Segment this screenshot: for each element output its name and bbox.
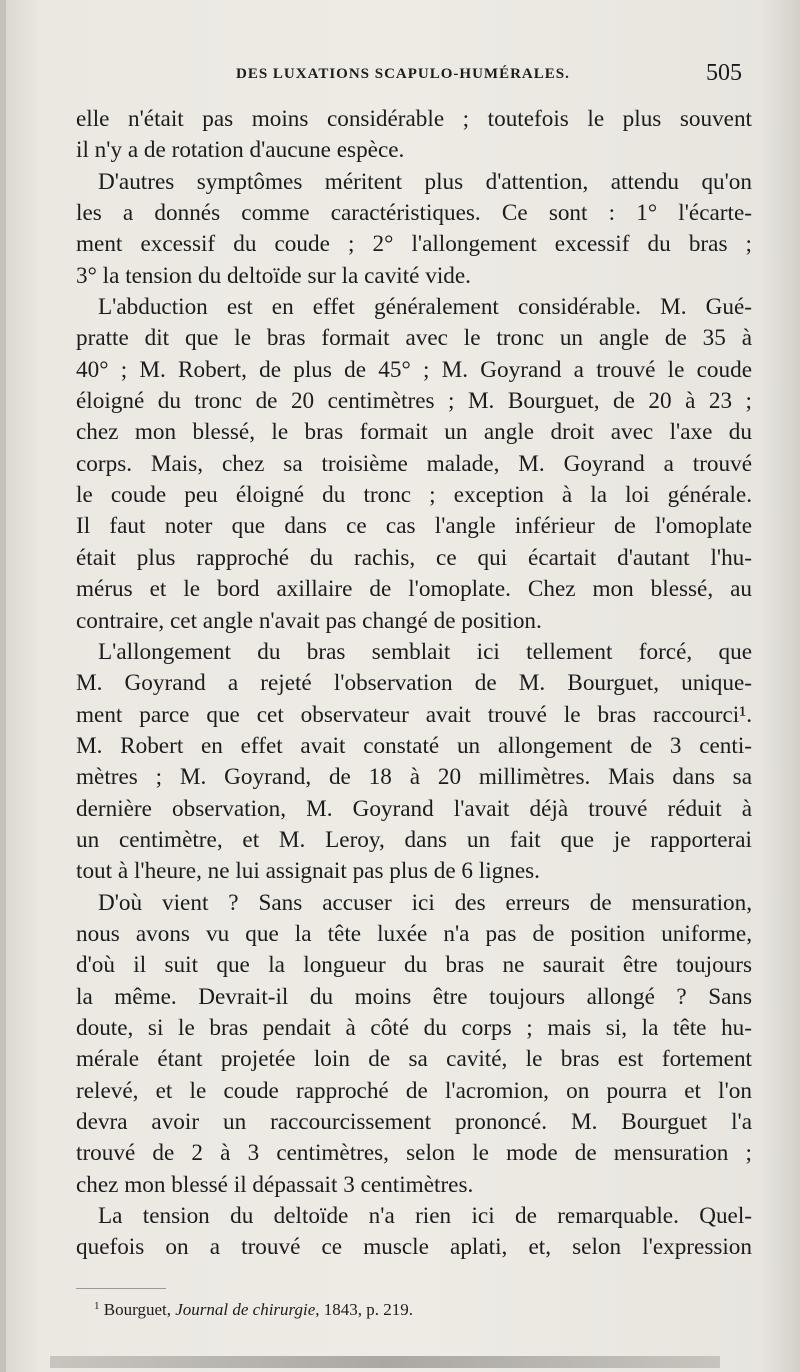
page-number: 505	[706, 60, 742, 86]
text-line: trouvé de 2 à 3 centimètres, selon le mode de mensuration ;	[76, 1140, 752, 1167]
text-line: pratte dit que le bras formait avec le tronc un angle de 35 à	[76, 325, 752, 352]
text-line: les a donnés comme caractéristiques. Ce sont : 1° l'écarte-	[76, 200, 752, 227]
text-line: il n'y a de rotation d'aucune espèce.	[76, 137, 405, 164]
text-line: la même. Devrait-il du moins être toujours allongé ? Sans	[76, 983, 752, 1010]
body-text	[76, 104, 752, 1264]
text-line: corps. Mais, chez sa troisième malade, M. Goyrand a trouvé	[76, 450, 752, 477]
scan-edge	[50, 1356, 720, 1368]
page-edge	[0, 0, 6, 1372]
footnote-rule	[76, 1288, 166, 1289]
footnote-marker: 1	[94, 1300, 100, 1312]
footnote-journal: Journal de chirurgie	[175, 1300, 316, 1319]
text-line: mérale étant projetée loin de sa cavité, le bras est fortement	[76, 1046, 752, 1073]
text-line: chez mon blessé il dépassait 3 centimètres.	[76, 1171, 474, 1198]
text-line: M. Goyrand a rejeté l'observation de M. Bourguet, unique-	[76, 670, 752, 697]
paragraph	[76, 104, 752, 167]
text-line: éloigné du tronc de 20 centimètres ; M. Bourguet, de 20 à 23 ;	[76, 388, 752, 415]
text-line: devra avoir un raccourcissement prononcé. M. Bourguet l'a	[76, 1109, 752, 1135]
text-line: doute, si le bras pendait à côté du corps ; mais si, la tête hu-	[76, 1014, 752, 1041]
text-line: chez mon blessé, le bras formait un angle droit avec l'axe du	[76, 419, 752, 446]
footnote-author: Bourguet,	[103, 1300, 176, 1319]
text-line: La tension du deltoïde n'a rien ici de remarquable. Quel-	[98, 1203, 752, 1230]
text-line: D'où vient ? Sans accuser ici des erreurs de mensuration,	[98, 889, 752, 916]
text-line: L'abduction est en effet généralement considérable. M. Gué-	[98, 294, 752, 321]
text-line: Il faut noter que dans ce cas l'angle inférieur de l'omoplate	[76, 513, 752, 540]
footnote-rest: , 1843, p. 219.	[315, 1300, 414, 1319]
text-line: le coude peu éloigné du tronc ; exception à la loi générale.	[76, 482, 752, 509]
text-line: était plus rapproché du rachis, ce qui écartait d'autant l'hu-	[76, 544, 752, 571]
text-line: un centimètre, et M. Leroy, dans un fait que je rapporterai	[76, 826, 752, 853]
text-line: ment parce que cet observateur avait trouvé le bras raccourci¹.	[76, 701, 752, 728]
paragraph	[76, 292, 752, 637]
paragraph	[76, 167, 752, 292]
text-line: D'autres symptômes méritent plus d'attention, attendu qu'on	[98, 168, 752, 195]
paragraph	[76, 888, 752, 1201]
text-line: M. Robert en effet avait constaté un allongement de 3 centi-	[76, 732, 752, 759]
text-line: dernière observation, M. Goyrand l'avait déjà trouvé réduit à	[76, 795, 752, 822]
text-line: elle n'était pas moins considérable ; toutefois le plus souvent	[76, 106, 752, 132]
paragraph	[76, 1201, 752, 1264]
text-line: contraire, cet angle n'avait pas changé de position.	[76, 607, 542, 634]
text-line: 3° la tension du deltoïde sur la cavité vide.	[76, 262, 471, 289]
text-line: L'allongement du bras semblait ici tellement forcé, que	[98, 638, 752, 665]
running-head	[0, 60, 800, 90]
paragraph	[76, 637, 752, 888]
text-line: ment excessif du coude ; 2° l'allongement excessif du bras ;	[76, 231, 752, 258]
text-line: nous avons vu que la tête luxée n'a pas de position uniforme,	[76, 920, 752, 947]
text-line: d'où il suit que la longueur du bras ne saurait être toujours	[76, 952, 752, 979]
running-title: DES LUXATIONS SCAPULO-HUMÉRALES.	[236, 66, 570, 82]
text-line: mètres ; M. Goyrand, de 18 à 20 millimètres. Mais dans sa	[76, 764, 752, 791]
text-line: mérus et le bord axillaire de l'omoplate. Chez mon blessé, au	[76, 576, 752, 603]
text-line: quefois on a trouvé ce muscle aplati, et, selon l'expression	[76, 1234, 752, 1261]
text-line: tout à l'heure, ne lui assignait pas plus de 6 lignes.	[76, 858, 540, 885]
text-line: 40° ; M. Robert, de plus de 45° ; M. Goyrand a trouvé le coude	[76, 356, 752, 383]
text-line: relevé, et le coude rapproché de l'acromion, on pourra et l'on	[76, 1077, 752, 1104]
footnote	[94, 1300, 754, 1320]
